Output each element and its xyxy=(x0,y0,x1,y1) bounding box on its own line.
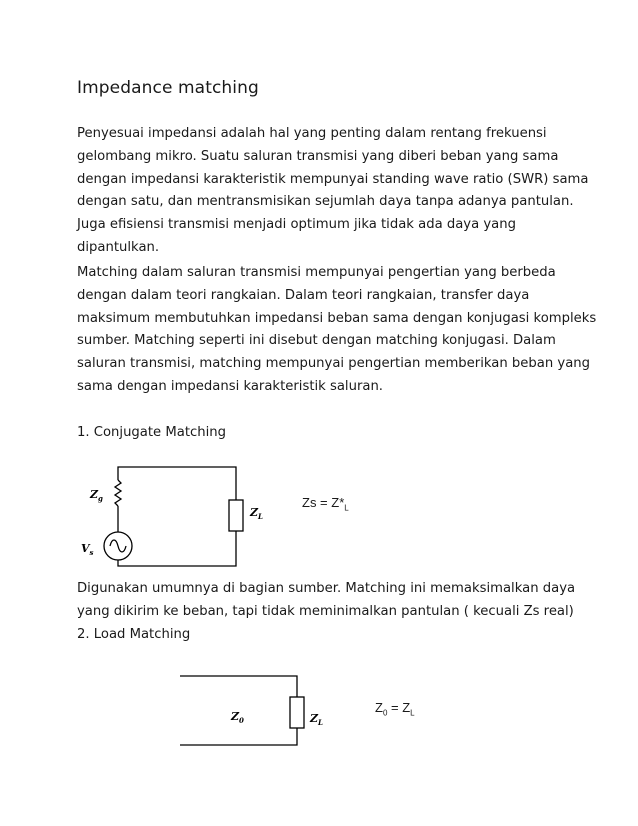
paragraph-line: sama dengan impedansi karakteristik saluran. xyxy=(77,378,384,394)
paragraph-line: dipantulkan. xyxy=(77,239,160,255)
zl-label: $Z_L$ xyxy=(310,712,323,727)
paragraph-line: yang dikirim ke beban, tapi tidak meminimalkan pantulan ( kecuali Zs real) xyxy=(77,603,574,619)
zl-label: $Z_L$ xyxy=(250,506,263,521)
page-title: Impedance matching xyxy=(77,78,259,98)
paragraph-line: sumber. Matching seperti ini disebut dengan matching konjugasi. Dalam xyxy=(77,333,556,349)
transmission-line-bottom xyxy=(180,728,297,745)
transmission-line-top xyxy=(180,676,297,697)
paragraph-line: dengan impedansi karakteristik mempunyai standing wave ratio (SWR) sama xyxy=(77,171,589,187)
conjugate-equation: $Zs = Z*_L$ xyxy=(302,495,349,513)
paragraph-line: Digunakan umumnya di bagian sumber. Matching ini memaksimalkan daya xyxy=(77,581,576,596)
vs-label: $V_s$ xyxy=(81,542,94,557)
paragraph-line: Penyesuai impedansi adalah hal yang penting dalam rentang frekuensi xyxy=(77,126,547,141)
z0-label: $Z_0$ xyxy=(231,710,244,725)
load-equation: $Z_0 = Z_L$ xyxy=(375,700,415,718)
load-impedance-box xyxy=(290,697,304,728)
paragraph-line: saluran transmisi, matching mempunyai pengertian memberikan beban yang xyxy=(77,356,591,372)
section-heading-load: 2. Load Matching xyxy=(77,627,191,642)
paragraph-line: maksimum membutuhkan impedansi beban sama dengan konjugasi kompleks xyxy=(77,310,597,326)
zg-label: $Z_g$ xyxy=(90,488,103,503)
paragraph-line: dengan satu, dan mentransmisikan sejumlah daya tanpa adanya pantulan. xyxy=(77,194,574,210)
paragraph-line: gelombang mikro. Suatu saluran transmisi yang diberi beban yang sama xyxy=(77,148,559,164)
paragraph-line: Matching dalam saluran transmisi mempunyai pengertian yang berbeda xyxy=(77,265,556,280)
paragraph-line: Juga efisiensi transmisi menjadi optimum jika tidak ada daya yang xyxy=(77,217,516,233)
paragraph-line: dengan dalam teori rangkaian. Dalam teori rangkaian, transfer daya xyxy=(77,287,530,303)
section-heading-conjugate: 1. Conjugate Matching xyxy=(77,425,226,440)
